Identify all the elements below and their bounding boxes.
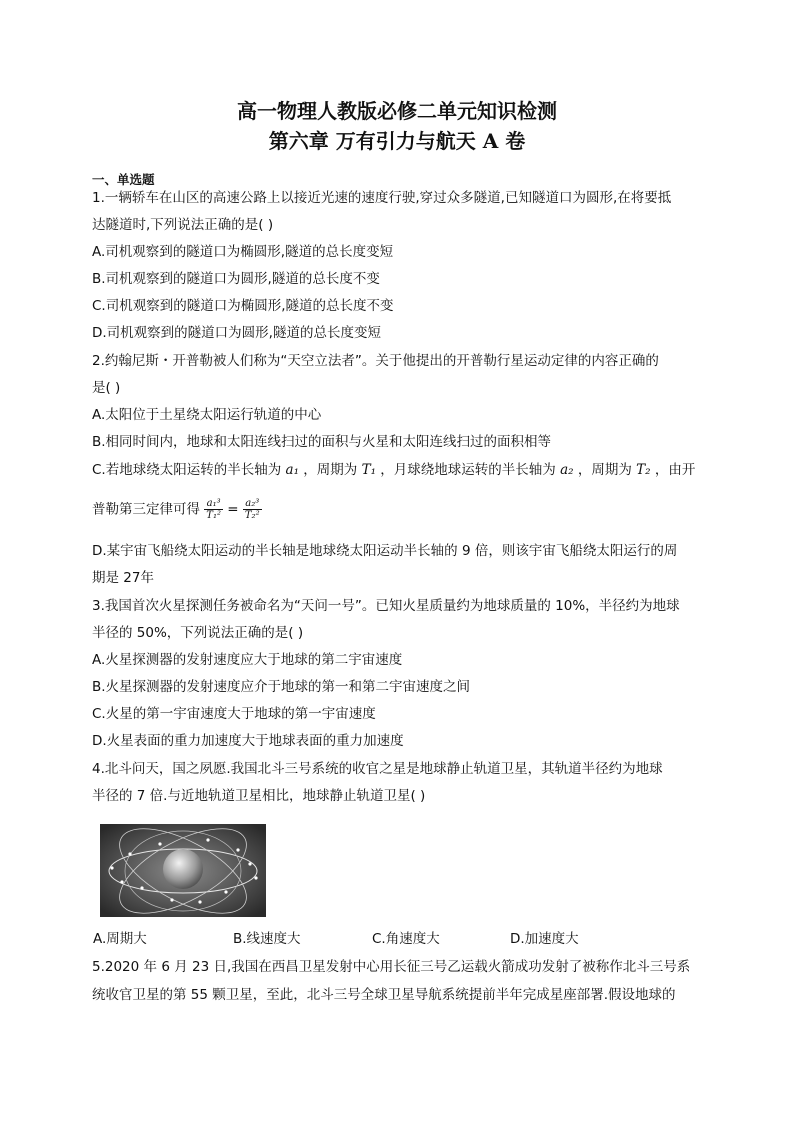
q4-option-c: C.角速度大 <box>372 931 440 947</box>
q2-option-c-line1 <box>92 460 695 480</box>
q2-stem-line2: 是( ) <box>92 380 121 396</box>
q1-option-c: C.司机观察到的隧道口为椭圆形,隧道的总长度不变 <box>92 298 394 314</box>
q4-option-b: B.线速度大 <box>233 931 301 947</box>
q2-option-c-text5: ，由开 <box>654 462 696 478</box>
q2-option-d-line2: 期是 27年 <box>92 570 154 586</box>
q3-stem-line1: 3.我国首次火星探测任务被命名为“天问一号”。已知火星质量约为地球质量的 10%，半径约为地球 <box>92 598 680 614</box>
q2-option-c-line2 <box>92 498 262 521</box>
q3-option-d: D.火星表面的重力加速度大于地球表面的重力加速度 <box>92 733 404 749</box>
var-t1: T₁ <box>361 462 376 478</box>
q5-stem-line2: 统收官卫星的第 55 颗卫星，至此，北斗三号全球卫星导航系统提前半年完成星座部署.假设地球的 <box>92 987 676 1003</box>
fraction-right-numerator: a₂³ <box>243 498 262 510</box>
q3-stem-line2: 半径的 50%，下列说法正确的是( ) <box>92 625 304 641</box>
q3-option-b: B.火星探测器的发射速度应介于地球的第一和第二宇宙速度之间 <box>92 679 471 695</box>
var-t2: T₂ <box>636 462 651 478</box>
q2-option-c-text1: C.若地球绕太阳运转的半长轴为 <box>92 462 282 478</box>
q1-option-b: B.司机观察到的隧道口为圆形,隧道的总长度不变 <box>92 271 380 287</box>
fraction-left <box>204 498 223 521</box>
var-a2: a₂ <box>560 462 574 478</box>
q2-option-c-text2: ，周期为 <box>303 462 358 478</box>
q4-option-d: D.加速度大 <box>510 931 579 947</box>
q2-stem-line1: 2.约翰尼斯・开普勒被人们称为“天空立法者”。关于他提出的开普勒行星运动定律的内容正确的 <box>92 353 659 369</box>
chapter-title: 第六章 万有引力与航天 A 卷 <box>268 129 526 153</box>
satellite-orbit-figure <box>100 824 266 917</box>
q2-option-d-line1: D.某宇宙飞船绕太阳运动的半长轴是地球绕太阳运动半长轴的 9 倍，则该宇宙飞船绕太阳运行的周 <box>92 543 678 559</box>
q2-option-a: A.太阳位于土星绕太阳运行轨道的中心 <box>92 407 322 423</box>
q1-option-a: A.司机观察到的隧道口为椭圆形,隧道的总长度变短 <box>92 244 394 260</box>
q3-option-a: A.火星探测器的发射速度应大于地球的第二宇宙速度 <box>92 652 403 668</box>
q2-option-c-formula-lead: 普勒第三定律可得 <box>92 501 200 518</box>
q3-option-c: C.火星的第一宇宙速度大于地球的第一宇宙速度 <box>92 706 376 722</box>
fraction-right <box>243 498 262 521</box>
fraction-left-denominator: T₁² <box>206 510 221 521</box>
q1-option-d: D.司机观察到的隧道口为圆形,隧道的总长度变短 <box>92 325 381 341</box>
q5-stem-line1: 5.2020 年 6 月 23 日,我国在西昌卫星发射中心用长征三号乙运载火箭成功发射了被称作北斗三号系 <box>92 959 691 975</box>
q4-stem-line2: 半径的 7 倍.与近地轨道卫星相比，地球静止轨道卫星( ) <box>92 788 426 804</box>
q1-stem-line1: 1.一辆轿车在山区的高速公路上以接近光速的速度行驶,穿过众多隧道,已知隧道口为圆形,在将要抵 <box>92 190 672 206</box>
q1-stem-line2: 达隧道时,下列说法正确的是( ) <box>92 217 274 233</box>
var-a1: a₁ <box>285 462 299 478</box>
q2-option-b: B.相同时间内，地球和太阳连线扫过的面积与火星和太阳连线扫过的面积相等 <box>92 434 552 450</box>
q2-option-c-text4: ，周期为 <box>577 462 632 478</box>
q4-option-a: A.周期大 <box>93 931 147 947</box>
fraction-right-denominator: T₂² <box>244 510 260 521</box>
section-heading: 一、单选题 <box>92 172 155 187</box>
exam-title: 高一物理人教版必修二单元知识检测 <box>237 99 557 123</box>
equals-sign: = <box>227 501 239 518</box>
q2-option-c-text3: ，月球绕地球运转的半长轴为 <box>380 462 556 478</box>
fraction-left-numerator: a₁³ <box>204 498 223 510</box>
q4-stem-line1: 4.北斗问天，国之夙愿.我国北斗三号系统的收官之星是地球静止轨道卫星，其轨道半径约为地球 <box>92 761 663 777</box>
